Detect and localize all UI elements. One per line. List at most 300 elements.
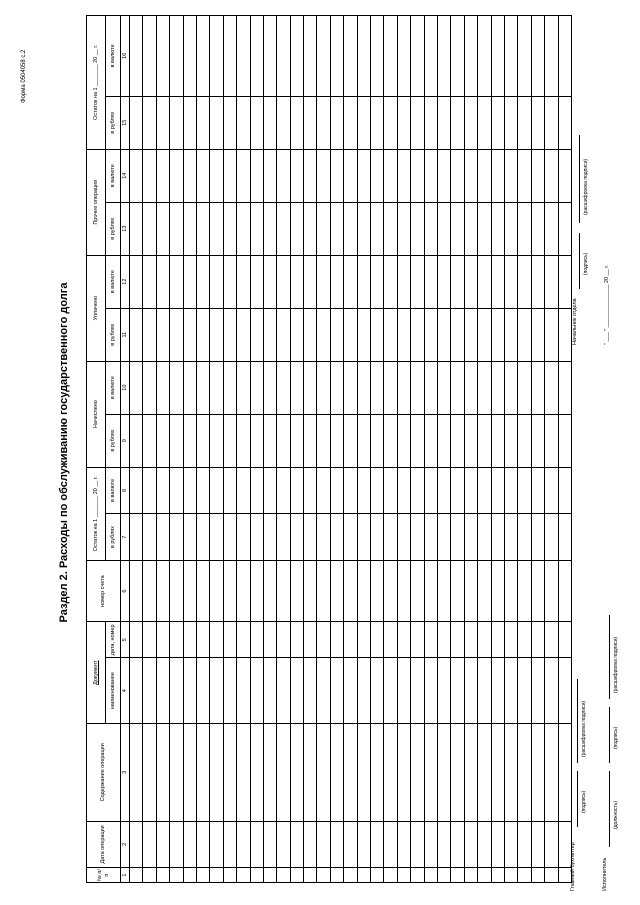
table-cell[interactable] xyxy=(317,255,330,308)
table-cell[interactable] xyxy=(210,202,223,255)
table-cell[interactable] xyxy=(304,467,317,514)
table-cell[interactable] xyxy=(451,149,464,202)
table-cell[interactable] xyxy=(223,724,236,822)
table-cell[interactable] xyxy=(384,622,397,658)
table-cell[interactable] xyxy=(223,514,236,561)
table-cell[interactable] xyxy=(183,821,196,868)
table-cell[interactable] xyxy=(357,308,370,361)
table-cell[interactable] xyxy=(250,868,263,883)
table-cell[interactable] xyxy=(504,361,517,414)
table-cell[interactable] xyxy=(277,467,290,514)
table-cell[interactable] xyxy=(531,724,544,822)
table-cell[interactable] xyxy=(478,868,491,883)
table-cell[interactable] xyxy=(130,16,143,97)
table-cell[interactable] xyxy=(344,96,357,149)
table-cell[interactable] xyxy=(397,514,410,561)
table-cell[interactable] xyxy=(504,514,517,561)
table-cell[interactable] xyxy=(344,255,357,308)
table-cell[interactable] xyxy=(250,308,263,361)
table-cell[interactable] xyxy=(277,16,290,97)
table-cell[interactable] xyxy=(504,202,517,255)
table-cell[interactable] xyxy=(130,149,143,202)
table-cell[interactable] xyxy=(464,255,477,308)
table-cell[interactable] xyxy=(130,308,143,361)
table-cell[interactable] xyxy=(518,658,531,724)
table-cell[interactable] xyxy=(437,96,450,149)
table-cell[interactable] xyxy=(277,560,290,621)
table-cell[interactable] xyxy=(558,96,571,149)
table-cell[interactable] xyxy=(263,467,276,514)
table-cell[interactable] xyxy=(170,96,183,149)
table-cell[interactable] xyxy=(411,308,424,361)
table-cell[interactable] xyxy=(504,658,517,724)
table-cell[interactable] xyxy=(183,560,196,621)
table-cell[interactable] xyxy=(277,724,290,822)
table-cell[interactable] xyxy=(130,868,143,883)
table-cell[interactable] xyxy=(437,622,450,658)
table-cell[interactable] xyxy=(170,255,183,308)
chief-accountant-decryption-line[interactable] xyxy=(577,679,578,763)
table-cell[interactable] xyxy=(491,202,504,255)
table-cell[interactable] xyxy=(531,868,544,883)
table-cell[interactable] xyxy=(196,149,209,202)
table-cell[interactable] xyxy=(424,96,437,149)
executor-decryption-line[interactable] xyxy=(609,615,610,699)
table-cell[interactable] xyxy=(518,622,531,658)
table-cell[interactable] xyxy=(531,560,544,621)
table-cell[interactable] xyxy=(290,361,303,414)
table-cell[interactable] xyxy=(397,868,410,883)
table-cell[interactable] xyxy=(210,658,223,724)
table-cell[interactable] xyxy=(143,658,156,724)
table-cell[interactable] xyxy=(464,560,477,621)
table-cell[interactable] xyxy=(424,308,437,361)
table-cell[interactable] xyxy=(344,868,357,883)
table-cell[interactable] xyxy=(384,255,397,308)
table-cell[interactable] xyxy=(277,658,290,724)
table-cell[interactable] xyxy=(384,96,397,149)
table-cell[interactable] xyxy=(330,467,343,514)
table-cell[interactable] xyxy=(451,255,464,308)
table-cell[interactable] xyxy=(411,414,424,467)
table-cell[interactable] xyxy=(371,202,384,255)
table-cell[interactable] xyxy=(437,658,450,724)
table-cell[interactable] xyxy=(491,622,504,658)
table-cell[interactable] xyxy=(156,308,169,361)
table-cell[interactable] xyxy=(183,724,196,822)
table-cell[interactable] xyxy=(223,658,236,724)
table-cell[interactable] xyxy=(411,149,424,202)
table-cell[interactable] xyxy=(143,202,156,255)
table-cell[interactable] xyxy=(531,467,544,514)
table-cell[interactable] xyxy=(424,514,437,561)
table-cell[interactable] xyxy=(330,560,343,621)
table-cell[interactable] xyxy=(277,622,290,658)
table-cell[interactable] xyxy=(464,821,477,868)
table-cell[interactable] xyxy=(263,622,276,658)
table-cell[interactable] xyxy=(277,361,290,414)
table-cell[interactable] xyxy=(531,414,544,467)
table-cell[interactable] xyxy=(317,658,330,724)
table-cell[interactable] xyxy=(237,622,250,658)
table-cell[interactable] xyxy=(223,560,236,621)
table-cell[interactable] xyxy=(130,821,143,868)
table-cell[interactable] xyxy=(277,202,290,255)
table-cell[interactable] xyxy=(491,16,504,97)
table-cell[interactable] xyxy=(344,16,357,97)
table-cell[interactable] xyxy=(437,16,450,97)
table-cell[interactable] xyxy=(330,658,343,724)
table-cell[interactable] xyxy=(263,202,276,255)
table-cell[interactable] xyxy=(397,658,410,724)
table-cell[interactable] xyxy=(504,414,517,467)
table-cell[interactable] xyxy=(290,514,303,561)
table-cell[interactable] xyxy=(290,658,303,724)
table-cell[interactable] xyxy=(518,514,531,561)
table-cell[interactable] xyxy=(504,308,517,361)
table-cell[interactable] xyxy=(384,202,397,255)
table-cell[interactable] xyxy=(237,414,250,467)
table-cell[interactable] xyxy=(250,361,263,414)
table-cell[interactable] xyxy=(424,361,437,414)
table-cell[interactable] xyxy=(558,560,571,621)
table-cell[interactable] xyxy=(223,308,236,361)
table-cell[interactable] xyxy=(545,255,558,308)
table-cell[interactable] xyxy=(130,414,143,467)
table-cell[interactable] xyxy=(210,467,223,514)
table-cell[interactable] xyxy=(424,255,437,308)
table-cell[interactable] xyxy=(518,821,531,868)
table-cell[interactable] xyxy=(250,622,263,658)
table-cell[interactable] xyxy=(304,658,317,724)
table-cell[interactable] xyxy=(250,658,263,724)
table-cell[interactable] xyxy=(263,821,276,868)
table-cell[interactable] xyxy=(304,724,317,822)
table-cell[interactable] xyxy=(223,361,236,414)
table-cell[interactable] xyxy=(304,308,317,361)
table-cell[interactable] xyxy=(531,514,544,561)
table-cell[interactable] xyxy=(170,868,183,883)
table-cell[interactable] xyxy=(545,868,558,883)
table-cell[interactable] xyxy=(263,255,276,308)
table-cell[interactable] xyxy=(504,255,517,308)
table-cell[interactable] xyxy=(317,96,330,149)
table-cell[interactable] xyxy=(384,149,397,202)
table-cell[interactable] xyxy=(223,622,236,658)
table-cell[interactable] xyxy=(491,308,504,361)
table-cell[interactable] xyxy=(237,514,250,561)
table-cell[interactable] xyxy=(424,868,437,883)
table-cell[interactable] xyxy=(183,308,196,361)
table-cell[interactable] xyxy=(304,361,317,414)
table-cell[interactable] xyxy=(223,868,236,883)
table-cell[interactable] xyxy=(290,96,303,149)
table-cell[interactable] xyxy=(424,724,437,822)
table-cell[interactable] xyxy=(371,414,384,467)
table-cell[interactable] xyxy=(437,308,450,361)
table-cell[interactable] xyxy=(424,414,437,467)
table-cell[interactable] xyxy=(304,16,317,97)
table-cell[interactable] xyxy=(478,202,491,255)
table-cell[interactable] xyxy=(478,467,491,514)
table-cell[interactable] xyxy=(250,467,263,514)
table-cell[interactable] xyxy=(478,821,491,868)
table-cell[interactable] xyxy=(545,467,558,514)
table-cell[interactable] xyxy=(464,16,477,97)
table-cell[interactable] xyxy=(143,308,156,361)
table-cell[interactable] xyxy=(290,149,303,202)
table-cell[interactable] xyxy=(317,202,330,255)
table-cell[interactable] xyxy=(304,255,317,308)
table-cell[interactable] xyxy=(210,821,223,868)
table-cell[interactable] xyxy=(290,467,303,514)
table-cell[interactable] xyxy=(223,149,236,202)
table-cell[interactable] xyxy=(130,514,143,561)
table-cell[interactable] xyxy=(478,414,491,467)
table-cell[interactable] xyxy=(344,821,357,868)
table-cell[interactable] xyxy=(424,658,437,724)
table-cell[interactable] xyxy=(478,16,491,97)
table-cell[interactable] xyxy=(357,821,370,868)
table-cell[interactable] xyxy=(478,560,491,621)
table-cell[interactable] xyxy=(196,361,209,414)
table-cell[interactable] xyxy=(344,149,357,202)
table-cell[interactable] xyxy=(130,560,143,621)
table-cell[interactable] xyxy=(170,361,183,414)
table-cell[interactable] xyxy=(330,96,343,149)
table-cell[interactable] xyxy=(411,658,424,724)
table-cell[interactable] xyxy=(210,16,223,97)
table-cell[interactable] xyxy=(357,361,370,414)
table-cell[interactable] xyxy=(464,724,477,822)
table-cell[interactable] xyxy=(156,467,169,514)
table-cell[interactable] xyxy=(437,868,450,883)
department-head-decryption-line[interactable] xyxy=(579,135,580,223)
table-cell[interactable] xyxy=(491,149,504,202)
table-cell[interactable] xyxy=(437,202,450,255)
table-cell[interactable] xyxy=(451,622,464,658)
table-cell[interactable] xyxy=(183,255,196,308)
table-cell[interactable] xyxy=(237,255,250,308)
table-cell[interactable] xyxy=(130,202,143,255)
table-cell[interactable] xyxy=(357,255,370,308)
table-cell[interactable] xyxy=(143,467,156,514)
table-cell[interactable] xyxy=(156,414,169,467)
table-cell[interactable] xyxy=(518,868,531,883)
table-cell[interactable] xyxy=(357,96,370,149)
table-cell[interactable] xyxy=(451,560,464,621)
table-cell[interactable] xyxy=(170,414,183,467)
table-cell[interactable] xyxy=(478,361,491,414)
table-cell[interactable] xyxy=(397,361,410,414)
table-cell[interactable] xyxy=(223,821,236,868)
table-cell[interactable] xyxy=(330,149,343,202)
table-cell[interactable] xyxy=(451,467,464,514)
table-cell[interactable] xyxy=(156,658,169,724)
table-cell[interactable] xyxy=(478,255,491,308)
table-cell[interactable] xyxy=(263,868,276,883)
table-cell[interactable] xyxy=(330,255,343,308)
table-cell[interactable] xyxy=(290,255,303,308)
table-cell[interactable] xyxy=(504,467,517,514)
table-cell[interactable] xyxy=(491,514,504,561)
table-cell[interactable] xyxy=(437,414,450,467)
table-cell[interactable] xyxy=(558,622,571,658)
table-cell[interactable] xyxy=(210,149,223,202)
table-cell[interactable] xyxy=(397,560,410,621)
table-cell[interactable] xyxy=(558,414,571,467)
table-cell[interactable] xyxy=(531,821,544,868)
table-cell[interactable] xyxy=(210,514,223,561)
table-cell[interactable] xyxy=(424,16,437,97)
table-cell[interactable] xyxy=(437,467,450,514)
table-cell[interactable] xyxy=(344,467,357,514)
table-cell[interactable] xyxy=(237,724,250,822)
table-cell[interactable] xyxy=(518,96,531,149)
table-cell[interactable] xyxy=(384,514,397,561)
table-cell[interactable] xyxy=(491,361,504,414)
table-cell[interactable] xyxy=(304,868,317,883)
table-cell[interactable] xyxy=(464,622,477,658)
table-cell[interactable] xyxy=(330,821,343,868)
executor-position-line[interactable] xyxy=(609,771,610,847)
table-cell[interactable] xyxy=(558,724,571,822)
table-cell[interactable] xyxy=(558,658,571,724)
table-cell[interactable] xyxy=(183,96,196,149)
table-cell[interactable] xyxy=(451,821,464,868)
table-cell[interactable] xyxy=(330,724,343,822)
table-cell[interactable] xyxy=(504,149,517,202)
table-cell[interactable] xyxy=(371,467,384,514)
table-cell[interactable] xyxy=(277,414,290,467)
table-cell[interactable] xyxy=(237,868,250,883)
table-cell[interactable] xyxy=(357,622,370,658)
table-cell[interactable] xyxy=(478,724,491,822)
table-cell[interactable] xyxy=(411,16,424,97)
table-cell[interactable] xyxy=(250,414,263,467)
table-cell[interactable] xyxy=(464,414,477,467)
table-cell[interactable] xyxy=(290,16,303,97)
table-cell[interactable] xyxy=(478,622,491,658)
table-cell[interactable] xyxy=(397,821,410,868)
table-cell[interactable] xyxy=(170,560,183,621)
table-cell[interactable] xyxy=(330,308,343,361)
table-cell[interactable] xyxy=(371,658,384,724)
table-cell[interactable] xyxy=(478,149,491,202)
table-cell[interactable] xyxy=(196,821,209,868)
table-cell[interactable] xyxy=(196,202,209,255)
table-cell[interactable] xyxy=(143,724,156,822)
table-cell[interactable] xyxy=(304,149,317,202)
table-cell[interactable] xyxy=(196,308,209,361)
table-cell[interactable] xyxy=(143,255,156,308)
table-cell[interactable] xyxy=(424,821,437,868)
table-cell[interactable] xyxy=(196,255,209,308)
table-cell[interactable] xyxy=(397,202,410,255)
table-cell[interactable] xyxy=(263,149,276,202)
table-cell[interactable] xyxy=(196,96,209,149)
table-cell[interactable] xyxy=(263,658,276,724)
table-cell[interactable] xyxy=(196,16,209,97)
table-cell[interactable] xyxy=(518,361,531,414)
table-cell[interactable] xyxy=(183,149,196,202)
table-cell[interactable] xyxy=(478,96,491,149)
table-cell[interactable] xyxy=(451,361,464,414)
table-cell[interactable] xyxy=(357,658,370,724)
table-cell[interactable] xyxy=(330,514,343,561)
table-cell[interactable] xyxy=(317,560,330,621)
table-cell[interactable] xyxy=(170,467,183,514)
table-cell[interactable] xyxy=(531,658,544,724)
table-cell[interactable] xyxy=(170,622,183,658)
table-cell[interactable] xyxy=(357,868,370,883)
table-cell[interactable] xyxy=(464,868,477,883)
table-cell[interactable] xyxy=(156,96,169,149)
table-cell[interactable] xyxy=(478,514,491,561)
executor-signature-line[interactable] xyxy=(609,707,610,763)
table-cell[interactable] xyxy=(263,414,276,467)
chief-accountant-signature-line[interactable] xyxy=(577,771,578,827)
table-cell[interactable] xyxy=(183,868,196,883)
table-cell[interactable] xyxy=(451,658,464,724)
table-cell[interactable] xyxy=(196,724,209,822)
table-cell[interactable] xyxy=(531,622,544,658)
table-cell[interactable] xyxy=(156,255,169,308)
table-cell[interactable] xyxy=(545,514,558,561)
table-cell[interactable] xyxy=(437,821,450,868)
table-cell[interactable] xyxy=(357,724,370,822)
table-cell[interactable] xyxy=(130,658,143,724)
table-cell[interactable] xyxy=(304,202,317,255)
table-cell[interactable] xyxy=(545,658,558,724)
table-cell[interactable] xyxy=(558,255,571,308)
table-cell[interactable] xyxy=(317,724,330,822)
table-cell[interactable] xyxy=(156,202,169,255)
table-cell[interactable] xyxy=(143,16,156,97)
table-cell[interactable] xyxy=(143,414,156,467)
table-cell[interactable] xyxy=(545,560,558,621)
table-cell[interactable] xyxy=(518,16,531,97)
table-cell[interactable] xyxy=(344,202,357,255)
table-cell[interactable] xyxy=(504,868,517,883)
table-cell[interactable] xyxy=(183,16,196,97)
table-cell[interactable] xyxy=(210,96,223,149)
table-cell[interactable] xyxy=(504,724,517,822)
table-cell[interactable] xyxy=(451,202,464,255)
table-cell[interactable] xyxy=(397,414,410,467)
table-cell[interactable] xyxy=(558,202,571,255)
table-cell[interactable] xyxy=(491,96,504,149)
table-cell[interactable] xyxy=(250,96,263,149)
table-cell[interactable] xyxy=(250,149,263,202)
table-cell[interactable] xyxy=(196,622,209,658)
table-cell[interactable] xyxy=(424,149,437,202)
table-cell[interactable] xyxy=(531,149,544,202)
table-cell[interactable] xyxy=(263,308,276,361)
table-cell[interactable] xyxy=(545,821,558,868)
table-cell[interactable] xyxy=(317,868,330,883)
table-cell[interactable] xyxy=(156,149,169,202)
table-cell[interactable] xyxy=(250,514,263,561)
table-cell[interactable] xyxy=(491,255,504,308)
table-cell[interactable] xyxy=(464,467,477,514)
table-cell[interactable] xyxy=(464,96,477,149)
date-line[interactable]: " ___ " ______________ 20 __ г. xyxy=(604,264,610,345)
table-cell[interactable] xyxy=(277,821,290,868)
table-cell[interactable] xyxy=(397,16,410,97)
table-cell[interactable] xyxy=(143,149,156,202)
table-cell[interactable] xyxy=(330,202,343,255)
